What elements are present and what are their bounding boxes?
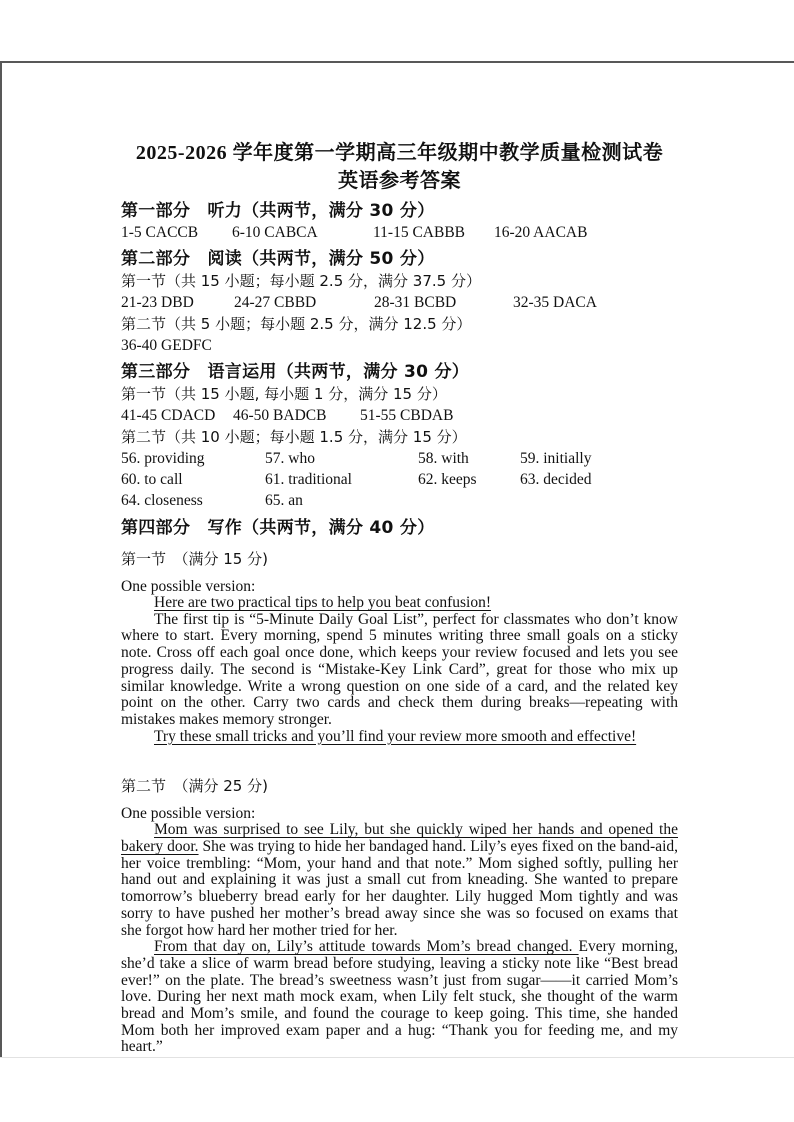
part4-section1-opening-sentence: Here are two practical tips to help you beat confusion! [154,594,492,611]
answer-group-46-50: 46-50 BADCB [233,407,327,424]
part1-answers-row [121,223,678,243]
answer-65: 65. an [265,492,303,509]
document-subtitle: 英语参考答案 [338,170,461,192]
page-bottom-border [0,1057,794,1058]
part4-section2-paragraph-2: From that day on, Lily’s attitude towards Mom’s bread changed. Every morning, she’d take a slice of warm bread before studying, leaving a sticky note like “Best bread ever!” on the plate. The bread’s sweetness wasn’t just from sugar——it carried Mom’s love. During her next math mock exam, when Lily felt stuck, she thought of the warm bread and Mom’s smile, and found the courage to keep going. This time, she handed Mom both her improved exam paper and a hug: “Thank you for feeding me, and my heart.” [121,938,678,1056]
part3-section1-answers-row [121,406,678,426]
part4-section1-version-label: One possible version: [121,578,256,595]
answer-group-16-20: 16-20 AACAB [494,224,588,241]
part2-section2-label: 第二节（共 5 小题；每小题 2.5 分，满分 12.5 分） [121,315,472,333]
answer-group-11-15: 11-15 CABBB [373,224,466,241]
answer-group-32-35: 32-35 DACA [513,294,597,311]
answer-60: 60. to call [121,471,183,488]
answer-group-28-31: 28-31 BCBD [374,294,457,311]
answer-61: 61. traditional [265,471,352,488]
part4-section1-body-paragraph: The first tip is “5-Minute Daily Goal List”, perfect for classmates who don’t know where to start. Every morning, spend 5 minutes writing three small goals on a sticky note. Cross off each goal once done, which keeps your review focused and lets you see progress daily. The second is “Mistake-Key Link Card”, great for those who mix up similar knowledge. Write a wrong question on one side of a card, and the related key point on the other. Carry two cards and check them during breaks—repeating with mistakes makes memory stronger. [121,610,678,728]
part2-section2-answers-row [121,336,678,356]
part2-heading: 第二部分 阅读（共两节，满分 50 分） [121,249,435,269]
part3-section2-answers-row-1 [121,449,678,469]
answer-group-51-55: 51-55 CBDAB [360,407,454,424]
answer-group-6-10: 6-10 CABCA [232,224,318,241]
answer-group-36-40: 36-40 GEDFC [121,337,212,354]
part3-section2-answers-row-2 [121,470,678,490]
part4-section2-label: 第二节 （满分 25 分) [121,777,268,796]
answer-63: 63. decided [520,471,592,488]
part3-section2-label: 第二节（共 10 小题；每小题 1.5 分，满分 15 分） [121,428,467,446]
part2-section1-answers-row [121,293,678,313]
page-left-border [0,61,2,1058]
part1-heading: 第一部分 听力（共两节，满分 30 分） [121,201,435,221]
part3-heading: 第三部分 语言运用（共两节，满分 30 分） [121,362,470,382]
answer-group-41-45: 41-45 CDACD [121,407,216,424]
answer-57: 57. who [265,450,315,467]
answer-group-1-5: 1-5 CACCB [121,224,199,241]
page-top-border [0,61,794,63]
part4-section1-closing-sentence: Try these small tricks and you’ll find your review more smooth and effective! [154,727,637,745]
part4-section2-version-label: One possible version: [121,805,256,823]
answer-56: 56. providing [121,450,205,467]
answer-64: 64. closeness [121,492,203,509]
document-content [121,139,678,1056]
part4-heading: 第四部分 写作（共两节，满分 40 分） [121,518,435,538]
answer-58: 58. with [418,450,469,467]
part4-section2-paragraph-1: Mom was surprised to see Lily, but she quickly wiped her hands and opened the bakery door. She was trying to hide her bandaged hand. Lily’s eyes fixed on the band-aid, her voice trembling: “Mom, your hand and that note.” Mom sighed softly, pulling her hand out and explaining it was just a small cut from kneading. She wanted to prepare tomorrow’s blueberry bread early for her daughter. Lily hugged Mom tightly and was sorry to have pushed her mother’s bread away since she was so focused on exams that she forgot how hard her mother tried for her. [121,821,679,939]
document-title: 2025-2026 学年度第一学期高三年级期中教学质量检测试卷 [135,142,664,164]
answer-59: 59. initially [520,450,592,467]
part4-section1-label: 第一节 （满分 15 分) [121,550,268,568]
part2-section1-label: 第一节（共 15 小题；每小题 2.5 分，满分 37.5 分） [121,272,481,290]
part3-section1-label: 第一节（共 15 小题, 每小题 1 分，满分 15 分） [121,385,447,403]
answer-62: 62. keeps [418,471,477,488]
answer-group-21-23: 21-23 DBD [121,294,194,311]
answer-group-24-27: 24-27 CBBD [234,294,317,311]
part3-section2-answers-row-3 [121,491,678,511]
